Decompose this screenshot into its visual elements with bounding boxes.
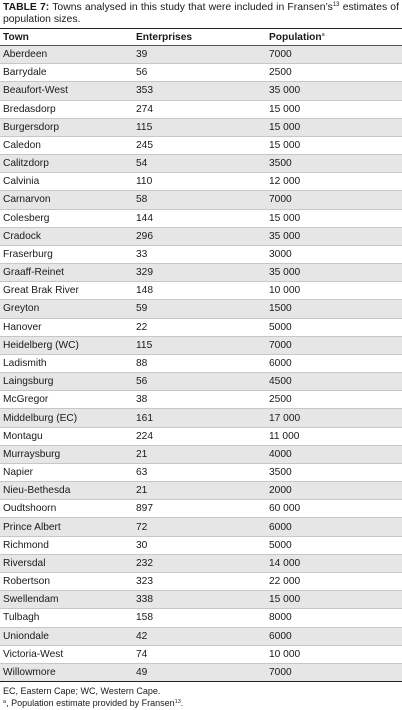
cell-population: 14 000 (266, 554, 402, 572)
footnote-end: . (180, 697, 184, 708)
cell-population: 6000 (266, 627, 402, 645)
table-row (0, 191, 402, 209)
table-row (0, 373, 402, 391)
table-row (0, 100, 402, 118)
cell-enterprises: 897 (133, 500, 266, 518)
table-row (0, 318, 402, 336)
cell-population: 4000 (266, 445, 402, 463)
table-row (0, 155, 402, 173)
source-footnote (3, 698, 399, 710)
cell-town: Cradock (0, 227, 133, 245)
cell-town: Ladismith (0, 354, 133, 372)
cell-enterprises: 59 (133, 300, 266, 318)
table-row (0, 445, 402, 463)
table-row (0, 463, 402, 481)
cell-town: Hanover (0, 318, 133, 336)
cell-enterprises: 54 (133, 155, 266, 173)
caption-ref: 13 (332, 2, 340, 8)
cell-town: Riversdal (0, 554, 133, 572)
cell-population: 3500 (266, 463, 402, 481)
caption-text-cont: estimates of population sizes. (3, 2, 399, 25)
cell-town: Nieu-Bethesda (0, 482, 133, 500)
table-row (0, 536, 402, 554)
footnote-mark: a (3, 698, 7, 705)
cell-population: 10 000 (266, 282, 402, 300)
cell-town: Montagu (0, 427, 133, 445)
table-row (0, 409, 402, 427)
cell-town: Napier (0, 463, 133, 481)
cell-enterprises: 22 (133, 318, 266, 336)
cell-town: Calvinia (0, 173, 133, 191)
cell-town: Laingsburg (0, 373, 133, 391)
table-row (0, 245, 402, 263)
cell-town: Fraserburg (0, 245, 133, 263)
cell-town: Victoria-West (0, 645, 133, 663)
cell-population: 4500 (266, 373, 402, 391)
cell-town: Graaff-Reinet (0, 264, 133, 282)
cell-town: Willowmore (0, 663, 133, 681)
table-row (0, 118, 402, 136)
header-population-label: Population (269, 31, 322, 43)
table-row (0, 609, 402, 627)
cell-enterprises: 353 (133, 82, 266, 100)
cell-population: 8000 (266, 609, 402, 627)
table-row (0, 554, 402, 572)
caption-text: Towns analysed in this study that were included in Fransen’s (52, 2, 333, 13)
caption-label: TABLE 7: (3, 2, 50, 13)
cell-town: Tulbagh (0, 609, 133, 627)
footnote-ref: 13 (174, 698, 181, 705)
table-row (0, 663, 402, 681)
cell-enterprises: 338 (133, 591, 266, 609)
cell-population: 6000 (266, 354, 402, 372)
cell-population: 5000 (266, 536, 402, 554)
cell-enterprises: 74 (133, 645, 266, 663)
cell-town: Calitzdorp (0, 155, 133, 173)
table-row (0, 136, 402, 154)
cell-enterprises: 110 (133, 173, 266, 191)
cell-population: 10 000 (266, 645, 402, 663)
cell-town: Heidelberg (WC) (0, 336, 133, 354)
cell-town: Bredasdorp (0, 100, 133, 118)
cell-population: 6000 (266, 518, 402, 536)
cell-enterprises: 72 (133, 518, 266, 536)
cell-enterprises: 21 (133, 445, 266, 463)
cell-town: Oudtshoorn (0, 500, 133, 518)
cell-enterprises: 56 (133, 373, 266, 391)
cell-town: Aberdeen (0, 46, 133, 64)
table-row (0, 46, 402, 64)
cell-population: 22 000 (266, 572, 402, 590)
footnote-text: , Population estimate provided by Fransen (6, 697, 175, 708)
header-population (266, 29, 402, 46)
table-row (0, 336, 402, 354)
cell-population: 15 000 (266, 209, 402, 227)
cell-enterprises: 63 (133, 463, 266, 481)
table-row (0, 173, 402, 191)
cell-enterprises: 30 (133, 536, 266, 554)
cell-population: 15 000 (266, 591, 402, 609)
cell-population: 35 000 (266, 264, 402, 282)
header-population-mark: a (321, 31, 325, 38)
table-row (0, 264, 402, 282)
cell-enterprises: 42 (133, 627, 266, 645)
table-row (0, 427, 402, 445)
cell-enterprises: 329 (133, 264, 266, 282)
table-row (0, 391, 402, 409)
cell-population: 15 000 (266, 100, 402, 118)
cell-town: McGregor (0, 391, 133, 409)
cell-enterprises: 58 (133, 191, 266, 209)
cell-enterprises: 245 (133, 136, 266, 154)
table-row (0, 518, 402, 536)
cell-town: Beaufort-West (0, 82, 133, 100)
table-row (0, 572, 402, 590)
cell-enterprises: 115 (133, 118, 266, 136)
cell-population: 15 000 (266, 118, 402, 136)
abbreviations-note: EC, Eastern Cape; WC, Western Cape. (3, 686, 161, 696)
table-row (0, 64, 402, 82)
cell-enterprises: 88 (133, 354, 266, 372)
cell-enterprises: 21 (133, 482, 266, 500)
cell-enterprises: 39 (133, 46, 266, 64)
cell-enterprises: 115 (133, 336, 266, 354)
header-town: Town (0, 29, 133, 46)
cell-town: Robertson (0, 572, 133, 590)
cell-enterprises: 144 (133, 209, 266, 227)
table-caption (3, 2, 399, 26)
cell-town: Uniondale (0, 627, 133, 645)
cell-enterprises: 33 (133, 245, 266, 263)
table-row (0, 300, 402, 318)
cell-enterprises: 323 (133, 572, 266, 590)
table-body (0, 46, 402, 682)
cell-town: Richmond (0, 536, 133, 554)
cell-town: Swellendam (0, 591, 133, 609)
cell-town: Murraysburg (0, 445, 133, 463)
cell-enterprises: 49 (133, 663, 266, 681)
cell-population: 17 000 (266, 409, 402, 427)
cell-town: Colesberg (0, 209, 133, 227)
cell-town: Burgersdorp (0, 118, 133, 136)
table-row (0, 354, 402, 372)
cell-population: 7000 (266, 336, 402, 354)
cell-enterprises: 296 (133, 227, 266, 245)
cell-town: Greyton (0, 300, 133, 318)
cell-town: Middelburg (EC) (0, 409, 133, 427)
cell-population: 35 000 (266, 227, 402, 245)
header-enterprises: Enterprises (133, 29, 266, 46)
table-row (0, 591, 402, 609)
cell-population: 7000 (266, 191, 402, 209)
cell-town: Carnarvon (0, 191, 133, 209)
cell-population: 2500 (266, 391, 402, 409)
cell-population: 3500 (266, 155, 402, 173)
cell-enterprises: 56 (133, 64, 266, 82)
cell-population: 7000 (266, 46, 402, 64)
cell-town: Prince Albert (0, 518, 133, 536)
cell-enterprises: 224 (133, 427, 266, 445)
cell-town: Great Brak River (0, 282, 133, 300)
cell-population: 2500 (266, 64, 402, 82)
cell-population: 12 000 (266, 173, 402, 191)
table-row (0, 627, 402, 645)
cell-population: 15 000 (266, 136, 402, 154)
cell-population: 2000 (266, 482, 402, 500)
cell-enterprises: 232 (133, 554, 266, 572)
table-row (0, 645, 402, 663)
table-row (0, 227, 402, 245)
cell-enterprises: 161 (133, 409, 266, 427)
cell-enterprises: 158 (133, 609, 266, 627)
cell-population: 35 000 (266, 82, 402, 100)
cell-town: Barrydale (0, 64, 133, 82)
header-row (0, 29, 402, 46)
table-row (0, 282, 402, 300)
table-row (0, 500, 402, 518)
cell-enterprises: 148 (133, 282, 266, 300)
cell-population: 5000 (266, 318, 402, 336)
table-notes (3, 686, 399, 709)
cell-population: 60 000 (266, 500, 402, 518)
cell-enterprises: 274 (133, 100, 266, 118)
table-row (0, 482, 402, 500)
table-row (0, 82, 402, 100)
cell-town: Caledon (0, 136, 133, 154)
table-row (0, 209, 402, 227)
cell-population: 11 000 (266, 427, 402, 445)
cell-population: 1500 (266, 300, 402, 318)
population-table (0, 28, 402, 682)
cell-population: 3000 (266, 245, 402, 263)
cell-population: 7000 (266, 663, 402, 681)
cell-enterprises: 38 (133, 391, 266, 409)
